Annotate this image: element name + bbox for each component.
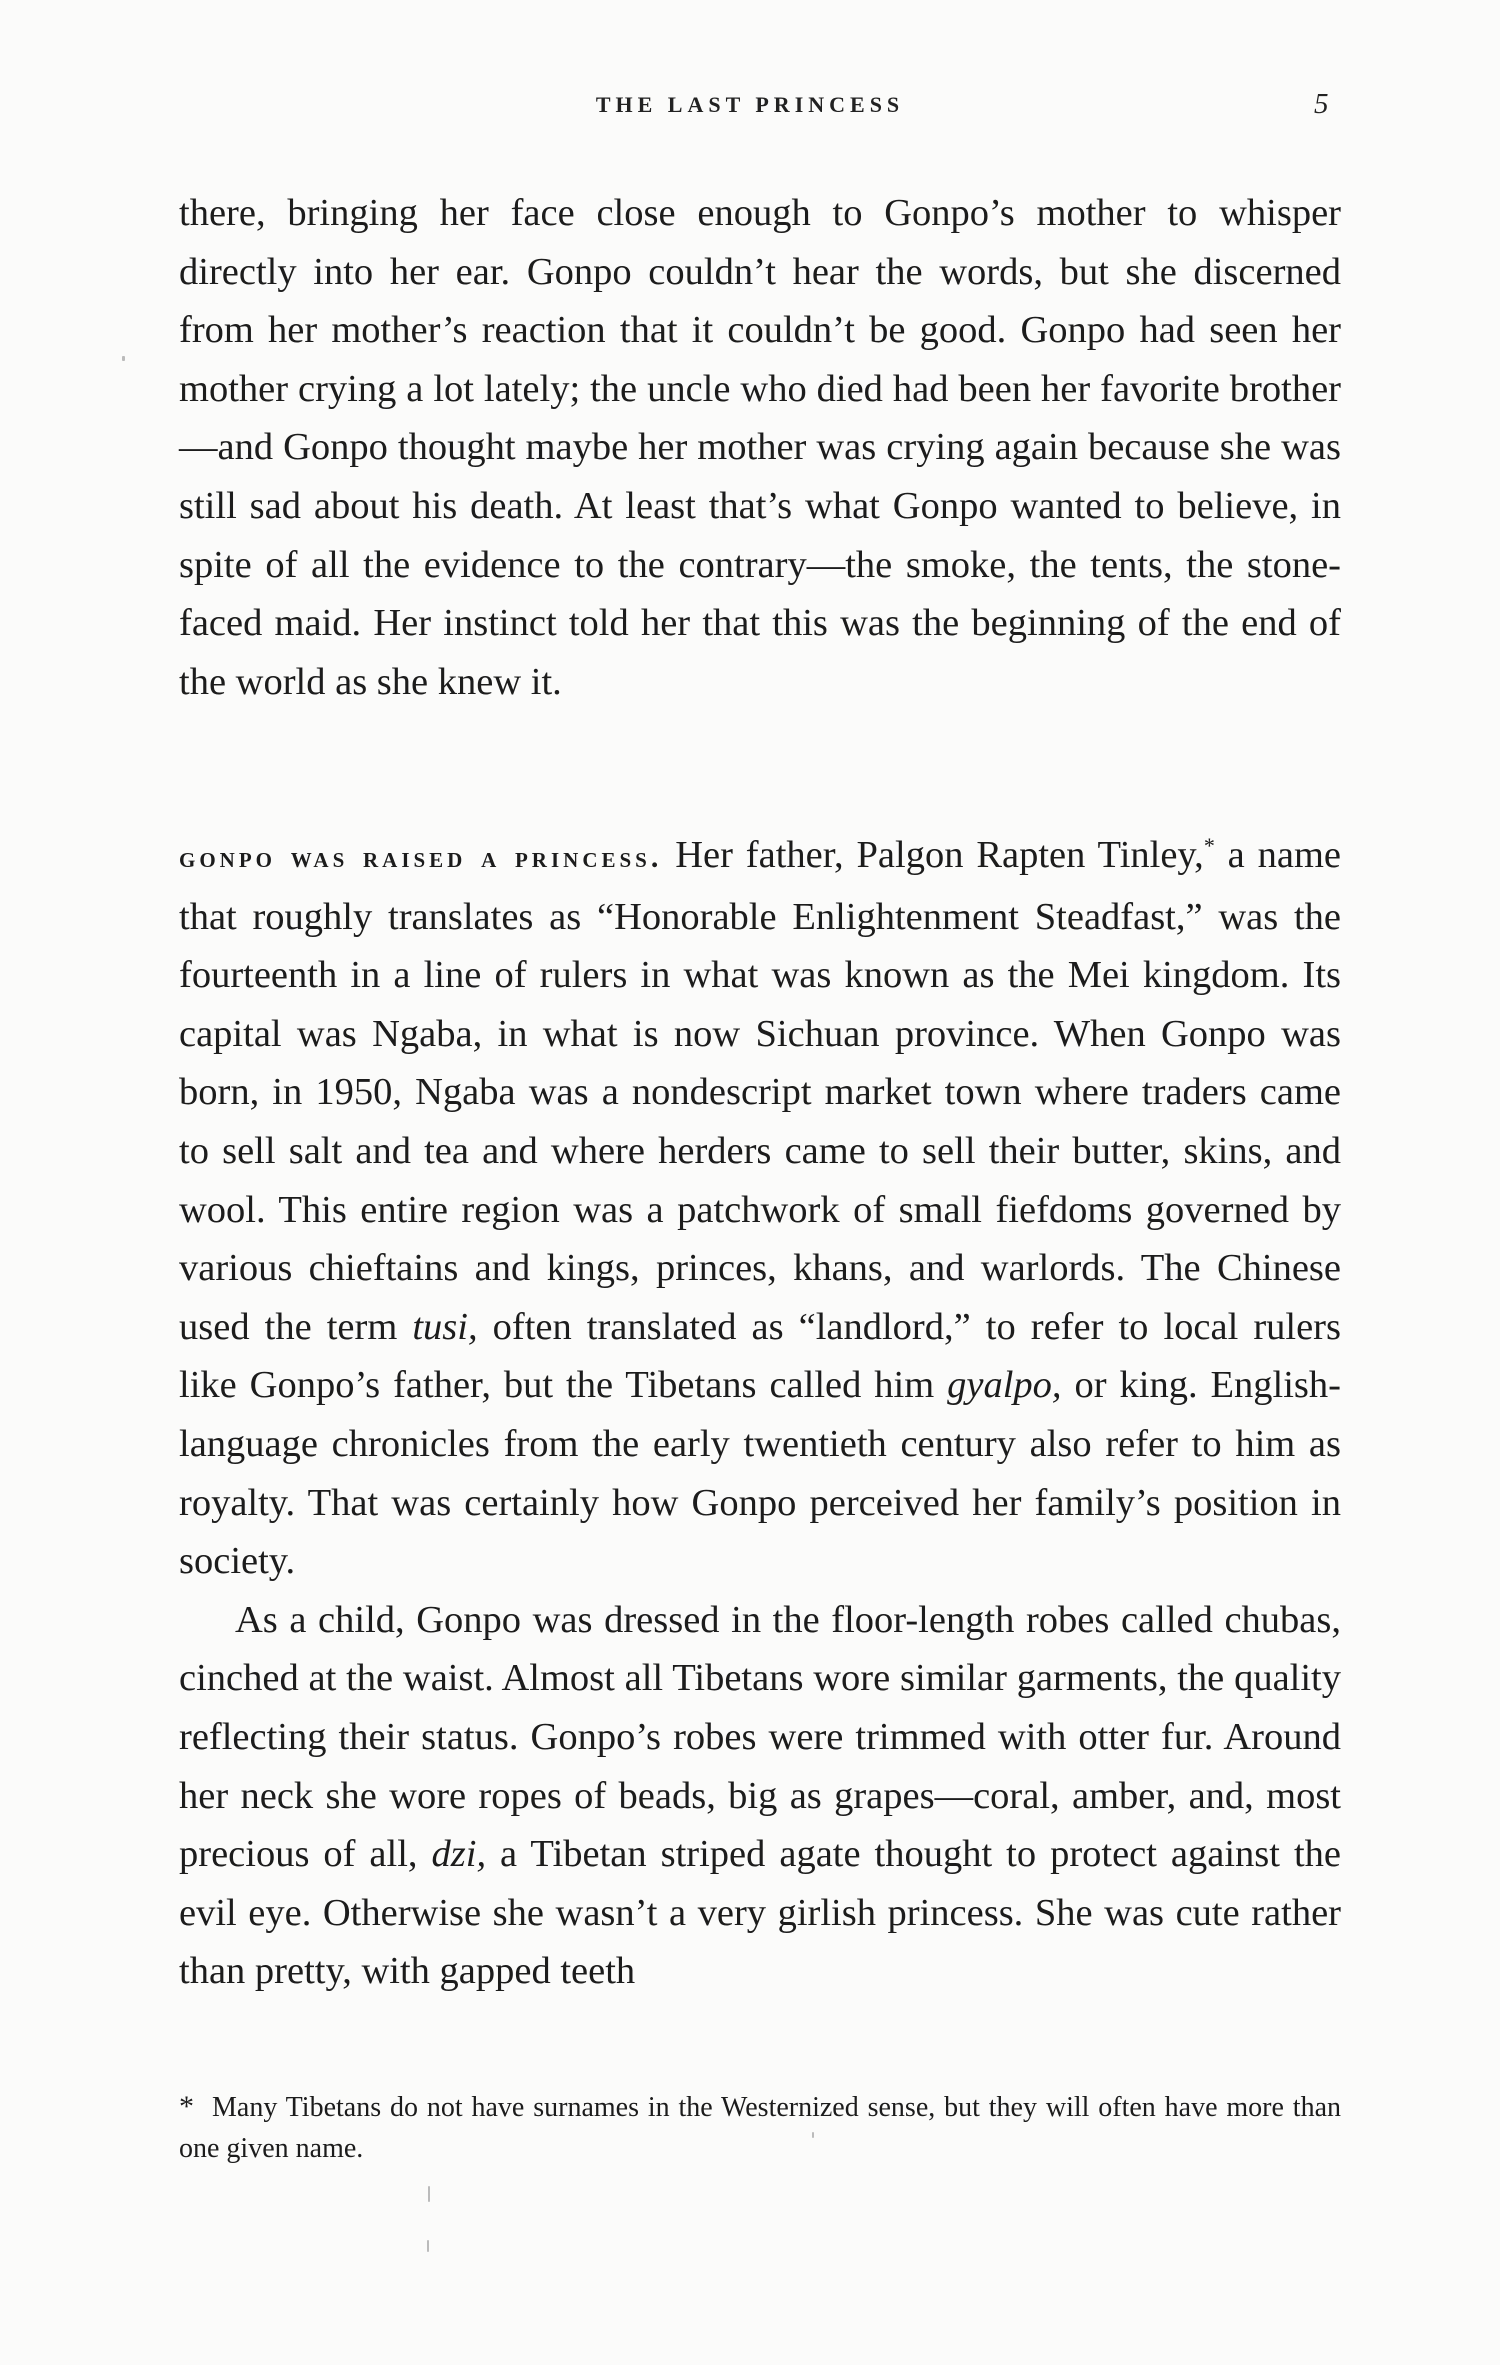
footnote [179, 2086, 1341, 2169]
term-tusi: tusi, [412, 1305, 478, 1348]
footnote-reference-marker: * [1203, 833, 1215, 858]
section-text-part-3: or king. English-language chronicles from the early twentieth century also refer to him as royalty. That was certainly how Gonpo perceived her family’s position in society. [179, 1364, 1341, 1583]
section-paragraph [179, 826, 1341, 1591]
section-block [179, 826, 1341, 2001]
scan-speck [122, 356, 125, 361]
scan-speck [427, 2240, 429, 2252]
footnote-text: Many Tibetans do not have surnames in the Westernized sense, but they will often have more than one given name. [179, 2092, 1341, 2164]
continued-paragraph: there, bringing her face close enough to Gonpo’s mother to whisper directly into her ear. Gonpo couldn’t hear the words, but she discerned from her mother’s reaction that it couldn’t be good. Gonpo had seen her mother crying a lot lately; the uncle who died had been her favorite brother—and Gonpo thought maybe her mother was crying again because she was still sad about his death. At least that’s what Gonpo wanted to believe, in spite of all the evidence to the contrary—the smoke, the tents, the stone-faced maid. Her instinct told her that this was the beginning of the end of the world as she knew it. [179, 192, 1341, 703]
third-text-part-1: As a child, Gonpo was dressed in the floor-length robes called chubas, cinched at the waist. Almost all Tibetans wore similar garments, the quality reflecting their status. Gonpo’s robes were trimmed with otter fur. Around her neck she wore ropes of beads, big as grapes—coral, amber, and, most precious of all, [179, 1598, 1341, 1876]
page-number: 5 [1314, 88, 1329, 120]
section-text-part-1: a name that roughly translates as “Honorable Enlightenment Steadfast,” was the fourteenth in a line of rulers in what was known as the Mei kingdom. Its capital was Ngaba, in what is now Sichuan province. When Gonpo was born, in 1950, Ngaba was a nondescript market town where traders came to sell salt and tea and where herders came to sell their butter, skins, and wool. This entire region was a patchwork of small fiefdoms governed by various chieftains and kings, princes, khans, and warlords. The Chinese used the term [179, 834, 1341, 1348]
running-title: THE LAST PRINCESS [595, 92, 905, 117]
scan-speck [812, 2132, 814, 2138]
footnote-marker: * [179, 2090, 194, 2123]
section-text-part-2: often translated as “landlord,” to refer to local rulers like Gonpo’s father, but the Tibetans called him [179, 1305, 1341, 1407]
section-text-before-marker: Her father, Palgon Rapten Tinley, [662, 834, 1204, 876]
section-lead-in: gonpo was raised a princess. [179, 841, 663, 874]
third-paragraph [179, 1591, 1341, 2001]
scan-speck [428, 2186, 430, 2202]
third-text-part-2: a Tibetan striped agate thought to protect against the evil eye. Otherwise she wasn’t a very girlish princess. She was cute rather than pretty, with gapped teeth [179, 1833, 1341, 1993]
term-gyalpo: gyalpo, [947, 1364, 1062, 1407]
continued-paragraph-block [179, 184, 1341, 711]
term-dzi: dzi, [431, 1833, 487, 1876]
